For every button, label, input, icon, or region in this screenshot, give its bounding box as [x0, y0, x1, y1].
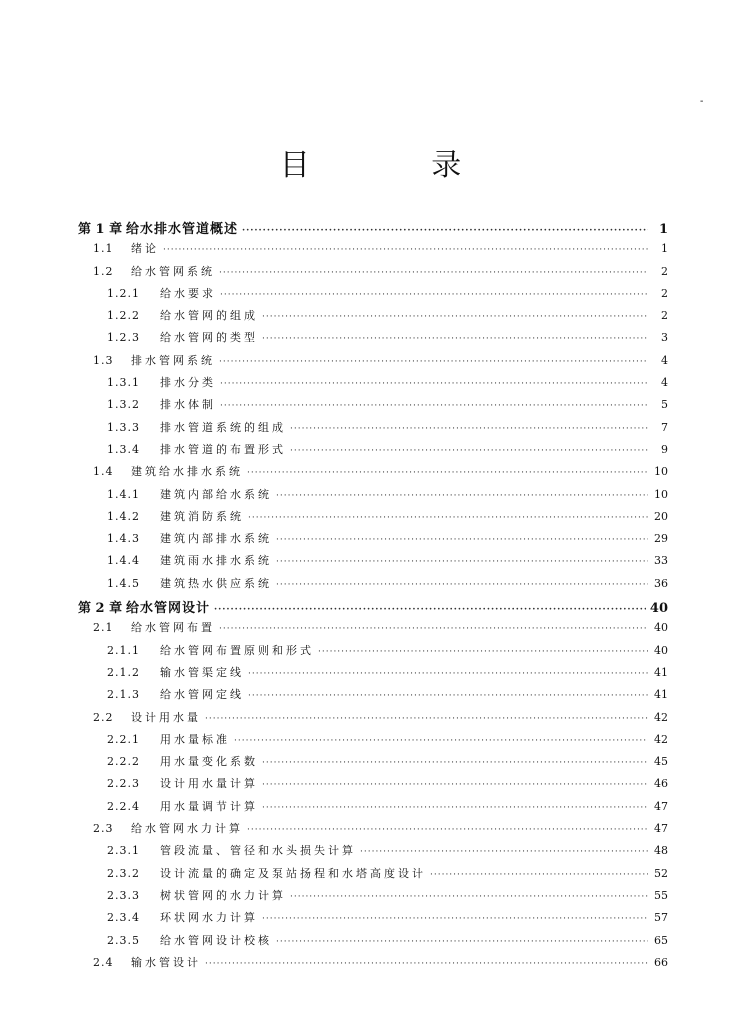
toc-row[interactable]	[78, 731, 668, 753]
toc-entry-number: 1.4.5	[107, 576, 140, 590]
toc-entry-number: 2.1.2	[107, 665, 140, 679]
dot-leader	[290, 446, 648, 456]
toc-row[interactable]	[78, 396, 668, 418]
toc-page-number: 2	[661, 286, 668, 300]
toc-entry-number: 1.2.3	[107, 331, 140, 345]
toc-page-number: 65	[654, 933, 668, 947]
toc-page-number: 55	[654, 888, 668, 902]
toc-entry-title: 环状网水力计算	[160, 911, 258, 925]
toc-page-number: 47	[654, 822, 668, 836]
dot-leader	[276, 557, 648, 567]
toc-entry-number: 1.3.3	[107, 420, 140, 434]
toc-page-number: 40	[654, 643, 668, 657]
dot-leader	[360, 847, 648, 857]
dot-leader	[276, 937, 648, 947]
toc-page-number: 66	[654, 955, 668, 969]
toc-row[interactable]	[78, 263, 668, 285]
toc-row[interactable]	[78, 753, 668, 775]
toc-entry-title: 建筑消防系统	[160, 509, 244, 523]
toc-entry-number: 1.4.3	[107, 532, 140, 546]
toc-entry-number: 2.2.4	[107, 799, 140, 813]
toc-entry-number: 1.2.1	[107, 286, 140, 300]
toc-page-number: 10	[654, 487, 668, 501]
toc-page-number: 41	[654, 665, 668, 679]
toc-entry-title: 建筑内部排水系统	[160, 532, 272, 546]
toc-page-number: 48	[654, 844, 668, 858]
toc-entry-title: 给水管网设计校核	[160, 933, 272, 947]
toc-row[interactable]	[78, 775, 668, 797]
toc-row[interactable]	[78, 709, 668, 731]
toc-page-number: 10	[654, 465, 668, 479]
toc-entry-title: 树状管网的水力计算	[160, 888, 286, 902]
toc-entry-title: 给水管网布置原则和形式	[160, 643, 314, 657]
toc-entry-title: 设计用水量计算	[160, 777, 258, 791]
toc-entry-number: 2.3.3	[107, 888, 140, 902]
toc-row[interactable]	[78, 307, 668, 329]
toc-entry-number: 1.2.2	[107, 309, 140, 323]
toc-entry-title: 排水管道系统的组成	[160, 420, 286, 434]
dot-leader	[205, 714, 648, 724]
toc-entry-title: 输水管渠定线	[160, 665, 244, 679]
toc-chapter-row[interactable]	[78, 597, 668, 619]
toc-entry-title: 给水管网的类型	[160, 331, 258, 345]
toc-entry-title: 给水管网水力计算	[131, 822, 243, 836]
toc-page-number: 40	[654, 621, 668, 635]
toc-row[interactable]	[78, 508, 668, 530]
table-of-contents	[78, 218, 668, 976]
toc-entry-title: 用水量变化系数	[160, 755, 258, 769]
toc-page-number: 46	[654, 777, 668, 791]
dot-leader	[248, 669, 648, 679]
toc-row[interactable]	[78, 686, 668, 708]
toc-page-number: 4	[661, 376, 668, 390]
toc-entry-number: 1.2	[93, 264, 114, 278]
toc-row[interactable]	[78, 419, 668, 441]
toc-entry-number: 2.4	[93, 955, 114, 969]
toc-entry-number: 2.2.2	[107, 755, 140, 769]
toc-entry-number: 第 1 章	[78, 222, 123, 237]
toc-row[interactable]	[78, 619, 668, 641]
toc-row[interactable]	[78, 820, 668, 842]
toc-page-number: 42	[654, 710, 668, 724]
toc-row[interactable]	[78, 664, 668, 686]
dot-leader	[205, 959, 648, 969]
toc-entry-title: 建筑内部给水系统	[160, 487, 272, 501]
toc-row[interactable]	[78, 909, 668, 931]
toc-entry-title: 用水量调节计算	[160, 799, 258, 813]
toc-entry-number: 2.1	[93, 621, 114, 635]
toc-entry-title: 给水排水管道概述	[126, 222, 239, 237]
toc-row[interactable]	[78, 486, 668, 508]
toc-entry-number: 2.3.4	[107, 911, 140, 925]
toc-entry-number: 2.2.1	[107, 732, 140, 746]
toc-row[interactable]	[78, 441, 668, 463]
dot-leader	[242, 226, 648, 236]
toc-chapter-row[interactable]	[78, 218, 668, 240]
toc-page-number: 29	[654, 532, 668, 546]
dot-leader	[219, 357, 648, 367]
dot-leader	[220, 379, 648, 389]
toc-page-number: 45	[654, 755, 668, 769]
dot-leader	[262, 780, 648, 790]
dot-leader	[247, 825, 648, 835]
toc-page-number: 47	[654, 799, 668, 813]
dot-leader	[219, 268, 648, 278]
toc-entry-number: 2.1.1	[107, 643, 140, 657]
toc-row[interactable]	[78, 865, 668, 887]
dot-leader	[430, 870, 648, 880]
toc-entry-title: 建筑给水排水系统	[131, 465, 243, 479]
toc-entry-number: 1.3.2	[107, 398, 140, 412]
dot-leader	[276, 580, 648, 590]
dot-leader	[290, 424, 648, 434]
toc-entry-number: 2.2.3	[107, 777, 140, 791]
toc-entry-number: 1.4.1	[107, 487, 140, 501]
toc-entry-title: 给水管网布置	[131, 621, 215, 635]
toc-row[interactable]	[78, 887, 668, 909]
toc-page-number: 57	[654, 911, 668, 925]
dot-leader	[220, 290, 648, 300]
toc-entry-number: 2.3	[93, 822, 114, 836]
toc-entry-number: 1.3.4	[107, 442, 140, 456]
toc-entry-title: 给水要求	[160, 286, 216, 300]
toc-entry-title: 用水量标准	[160, 732, 230, 746]
toc-row[interactable]	[78, 530, 668, 552]
toc-page-number: 33	[654, 554, 668, 568]
toc-entry-number: 1.3	[93, 353, 114, 367]
dot-leader	[262, 758, 648, 768]
toc-page-number: 2	[661, 309, 668, 323]
toc-entry-title: 排水分类	[160, 376, 216, 390]
toc-row[interactable]	[78, 842, 668, 864]
toc-entry-title: 绪论	[131, 242, 159, 256]
dot-leader	[318, 647, 648, 657]
toc-entry-number: 第 2 章	[78, 601, 123, 617]
page-title: 目 录	[279, 148, 518, 183]
toc-entry-title: 给水管网定线	[160, 688, 244, 702]
toc-page-number: 20	[654, 509, 668, 523]
toc-entry-title: 设计流量的确定及泵站扬程和水塔高度设计	[160, 866, 426, 880]
toc-row[interactable]	[78, 552, 668, 574]
toc-page-number: 42	[654, 732, 668, 746]
toc-row[interactable]	[78, 954, 668, 976]
toc-row[interactable]	[78, 932, 668, 954]
toc-entry-title: 设计用水量	[131, 710, 201, 724]
toc-entry-title: 给水管网的组成	[160, 309, 258, 323]
toc-page-number: 52	[654, 866, 668, 880]
dot-leader	[248, 691, 648, 701]
dot-leader	[248, 513, 648, 523]
dot-leader	[276, 535, 648, 545]
toc-entry-number: 2.3.2	[107, 866, 140, 880]
toc-page-number: 40	[649, 601, 668, 617]
toc-row[interactable]	[78, 642, 668, 664]
toc-row[interactable]	[78, 575, 668, 597]
toc-entry-number: 2.1.3	[107, 688, 140, 702]
toc-page-number: 1	[658, 222, 668, 237]
dot-leader	[290, 892, 648, 902]
toc-page-number: 41	[654, 688, 668, 702]
toc-page-number: 7	[661, 420, 668, 434]
dot-leader	[219, 624, 648, 634]
dot-leader	[262, 914, 648, 924]
toc-entry-number: 2.2	[93, 710, 114, 724]
dot-leader	[276, 491, 648, 501]
dot-leader	[262, 334, 648, 344]
dot-leader	[234, 736, 648, 746]
toc-entry-title: 排水管道的布置形式	[160, 442, 286, 456]
toc-entry-number: 2.3.1	[107, 844, 140, 858]
corner-mark: -	[700, 96, 704, 107]
toc-row[interactable]	[78, 240, 668, 262]
toc-row[interactable]	[78, 463, 668, 485]
toc-page-number: 4	[661, 353, 668, 367]
toc-row[interactable]	[78, 374, 668, 396]
toc-entry-title: 给水管网设计	[126, 601, 211, 617]
toc-entry-title: 管段流量、管径和水头损失计算	[160, 844, 356, 858]
toc-entry-title: 排水体制	[160, 398, 216, 412]
toc-page-number: 3	[661, 331, 668, 345]
toc-row[interactable]	[78, 798, 668, 820]
toc-entry-number: 1.1	[93, 242, 114, 256]
toc-row[interactable]	[78, 352, 668, 374]
dot-leader	[262, 803, 648, 813]
dot-leader	[247, 468, 648, 478]
toc-entry-number: 2.3.5	[107, 933, 140, 947]
dot-leader	[220, 401, 648, 411]
toc-row[interactable]	[78, 285, 668, 307]
toc-entry-number: 1.4	[93, 465, 114, 479]
toc-page-number: 1	[661, 242, 668, 256]
toc-entry-number: 1.4.2	[107, 509, 140, 523]
toc-page-number: 36	[654, 576, 668, 590]
toc-entry-title: 建筑热水供应系统	[160, 576, 272, 590]
toc-entry-number: 1.4.4	[107, 554, 140, 568]
toc-entry-title: 给水管网系统	[131, 264, 215, 278]
toc-entry-title: 输水管设计	[131, 955, 201, 969]
dot-leader	[214, 605, 646, 615]
toc-page-number: 9	[661, 442, 668, 456]
toc-entry-title: 排水管网系统	[131, 353, 215, 367]
toc-page-number: 2	[661, 264, 668, 278]
toc-page-number: 5	[661, 398, 668, 412]
toc-row[interactable]	[78, 329, 668, 351]
dot-leader	[262, 312, 648, 322]
dot-leader	[163, 245, 648, 255]
toc-entry-number: 1.3.1	[107, 376, 140, 390]
toc-entry-title: 建筑雨水排水系统	[160, 554, 272, 568]
